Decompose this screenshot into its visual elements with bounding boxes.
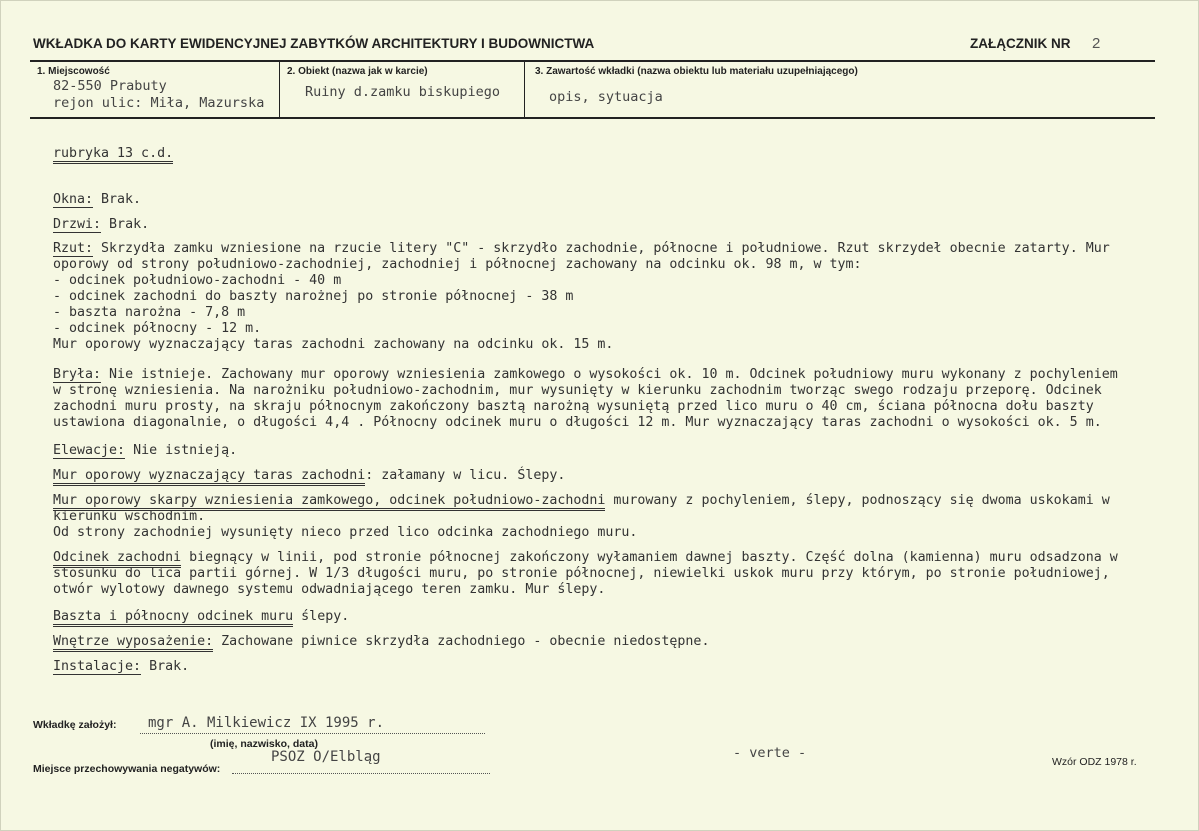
skarpa-line: kierunku wschodnim.: [53, 509, 206, 524]
mur-label: Mur oporowy wyznaczający taras zachodni: [53, 468, 365, 486]
drzwi-label: Drzwi:: [53, 217, 102, 232]
verte-note: - verte -: [733, 745, 807, 761]
negatives-value: PSOZ O/Elbląg: [271, 749, 381, 765]
negatives-label: Miejsce przechowywania negatywów:: [33, 763, 221, 775]
section-odcinek-zachodni: [53, 550, 1118, 598]
field-1-label: 1. Miejscowość: [37, 66, 110, 77]
baszta-label: Baszta i północny odcinek muru: [53, 609, 293, 627]
field-2-value: Ruiny d.zamku biskupiego: [305, 84, 501, 100]
field-1-value-line1: 82-550 Prabuty: [53, 78, 167, 94]
wnetrze-text: Zachowane piwnice skrzydła zachodniego - obecnie niedostępne.: [213, 634, 710, 649]
field-2-label: 2. Obiekt (nazwa jak w karcie): [287, 66, 428, 77]
instal-text: Brak.: [141, 659, 190, 674]
wnetrze-label: Wnętrze wyposażenie:: [53, 634, 213, 652]
author-hint: (imię, nazwisko, data): [210, 738, 318, 750]
skarpa-line: murowany z pochyleniem, ślepy, podnoszący się dwoma uskokami w: [605, 493, 1110, 508]
rzut-label: Rzut:: [53, 241, 94, 256]
section-wnetrze: [53, 634, 709, 650]
bryla-line: Nie istnieje. Zachowany mur oporowy wzniesienia zamkowego o wysokości ok. 10 m. Odcinek południowy muru wykonany z pochyleniem: [101, 367, 1118, 382]
bryla-line: zachodni muru prosty, na skraju północnym zakończony basztą narożną wysuniętą przed lico muru o 40 cm, ściana północna dołu baszty: [53, 399, 1094, 414]
form-title: WKŁADKA DO KARTY EWIDENCYJNEJ ZABYTKÓW ARCHITEKTURY I BUDOWNICTWA: [33, 36, 595, 51]
field-divider-1: [279, 61, 280, 117]
bryla-line: w stronę wzniesienia. Na narożniku południowo-zachodnim, mur wysunięty w kierunku zachodnim tworząc swego rodzaju przeporę. Odcinek: [53, 383, 1102, 398]
section-instalacje: [53, 659, 189, 675]
okna-text: Brak.: [93, 192, 142, 207]
header-bottom-rule: [30, 117, 1155, 119]
zach-line: otwór wylotowy dawnego systemu odwadniającego teren zamku. Mur ślepy.: [53, 582, 606, 597]
author-label: Wkładkę założył:: [33, 719, 117, 731]
section-mur-oporowy: [53, 468, 565, 484]
section-drzwi: [53, 217, 149, 233]
field-divider-2: [524, 61, 525, 117]
rzut-line: - odcinek północny - 12 m.: [53, 321, 262, 336]
section-skarpa: [53, 493, 1110, 541]
field-3-label: 3. Zawartość wkładki (nazwa obiektu lub materiału uzupełniającego): [535, 66, 858, 77]
rzut-line: Mur oporowy wyznaczający taras zachodni zachowany na odcinku ok. 15 m.: [53, 337, 614, 352]
bryla-line: ustawiona diagonalnie, o długości 4,4 . Północny odcinek muru o długości 12 m. Mur wyznaczający taras zachodni o wysokości ok. 5 m.: [53, 415, 1102, 430]
author-dotted-line: [140, 733, 485, 734]
author-value: mgr A. Milkiewicz IX 1995 r.: [148, 715, 385, 731]
section-okna: [53, 192, 141, 208]
zach-line: biegnący w linii, pod stronie północnej zakończony wyłamaniem dawnej baszty. Część dolna (kamienna) muru odsadzona w: [181, 550, 1118, 565]
skarpa-line: Od strony zachodniej wysunięty nieco przed lico odcinka zachodniego muru.: [53, 525, 638, 540]
skarpa-label: Mur oporowy skarpy wzniesienia zamkowego, odcinek południowo-zachodni: [53, 493, 605, 511]
section-elewacje: [53, 443, 237, 459]
top-rule: [30, 60, 1155, 62]
negatives-dotted-line: [232, 773, 490, 774]
rzut-line: oporowy od strony południowo-zachodniej, zachodniej i północnej zachowany na odcinku ok. 98 m, w tym:: [53, 257, 862, 272]
elewacje-label: Elewacje:: [53, 443, 126, 458]
baszta-text: ślepy.: [293, 609, 350, 624]
elewacje-text: Nie istnieją.: [125, 443, 238, 458]
instal-label: Instalacje:: [53, 659, 142, 674]
section-rzut: [53, 241, 1110, 353]
field-3-value: opis, sytuacja: [549, 89, 663, 105]
section-bryla: [53, 367, 1118, 431]
rzut-line: - odcinek południowo-zachodni - 40 m: [53, 273, 342, 288]
annex-label: ZAŁĄCZNIK NR: [970, 36, 1071, 51]
rzut-line: - odcinek zachodni do baszty narożnej po stronie północnej - 38 m: [53, 289, 574, 304]
rzut-line: - baszta narożna - 7,8 m: [53, 305, 246, 320]
field-1-value-line2: rejon ulic: Miła, Mazurska: [53, 95, 265, 111]
rubric-text: rubryka 13 c.d.: [53, 146, 173, 164]
form-reference: Wzór ODZ 1978 r.: [1052, 756, 1137, 768]
drzwi-text: Brak.: [101, 217, 150, 232]
zach-line: stosunku do lica partii górnej. W 1/3 długości muru, po stronie północnej, niewielki uskok muru przy którym, po stronie południowej,: [53, 566, 1110, 581]
bryla-label: Bryła:: [53, 367, 102, 382]
zach-label: Odcinek zachodni: [53, 550, 181, 568]
rzut-line: Skrzydła zamku wzniesione na rzucie litery "C" - skrzydło zachodnie, północne i południowe. Rzut skrzydeł obecnie zatarty. Mur: [93, 241, 1110, 256]
annex-number: 2: [1092, 35, 1101, 52]
section-baszta: [53, 609, 349, 625]
okna-label: Okna:: [53, 192, 94, 207]
rubric-heading: [53, 146, 173, 162]
mur-text: : załamany w licu. Ślepy.: [365, 468, 566, 483]
